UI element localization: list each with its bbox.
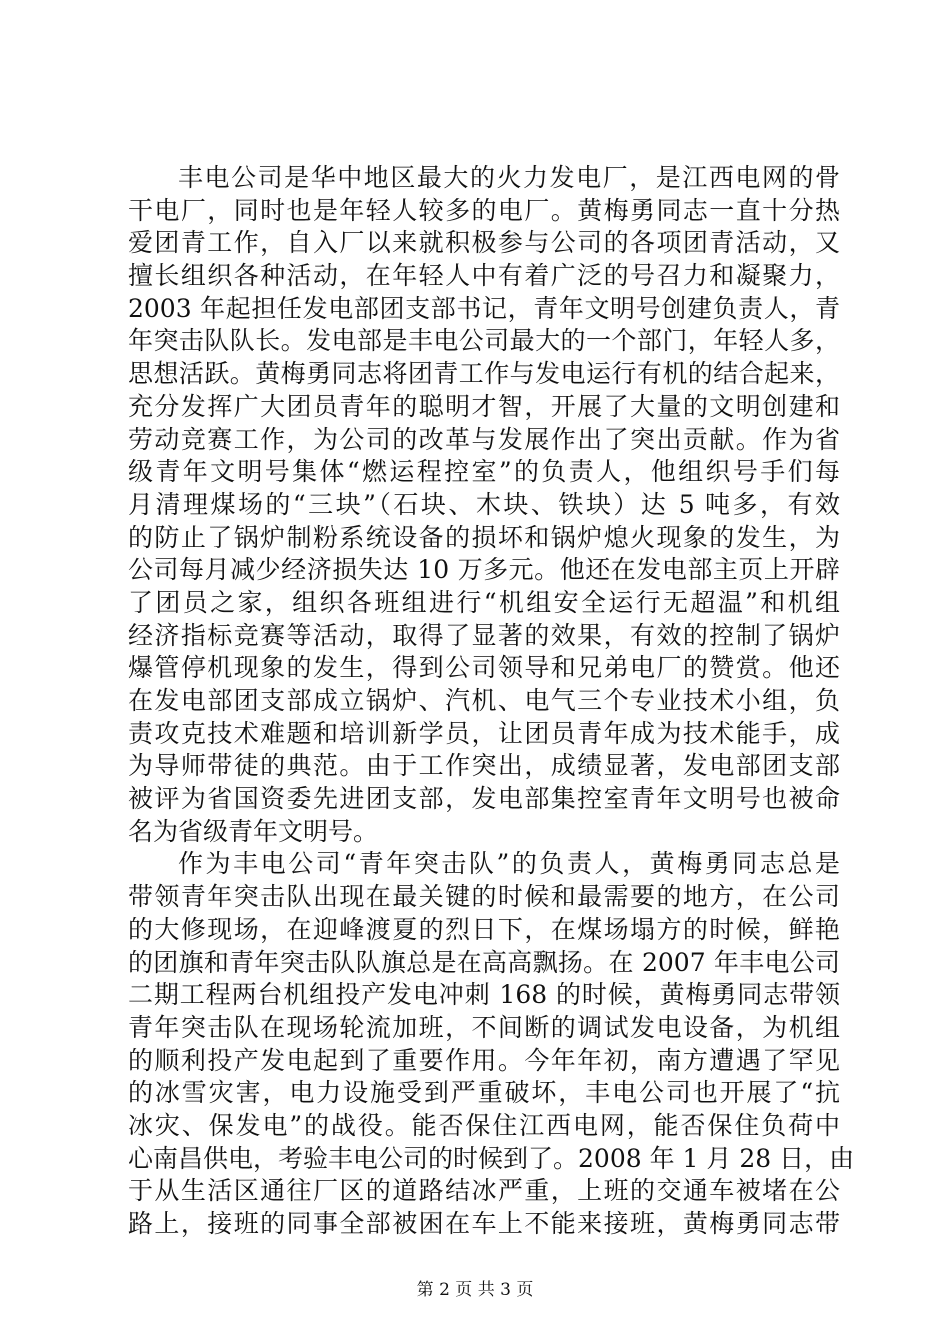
paragraph-line: 在发电部团支部成立锅炉、汽机、电气三个专业技术小组，负 — [128, 686, 840, 715]
paragraph-line: 年突击队队长。发电部是丰电公司最大的一个部门，年轻人多， — [128, 326, 840, 356]
paragraph-line: 的大修现场，在迎峰渡夏的烈日下，在煤场塌方的时候，鲜艳 — [128, 914, 840, 944]
paragraph-line: 的冰雪灾害，电力设施受到严重破坏，丰电公司也开展了“抗 — [128, 1078, 840, 1108]
paragraph-line: 的顺利投产发电起到了重要作用。今年年初，南方遭遇了罕见 — [128, 1045, 840, 1075]
paragraph-line: 干电厂，同时也是年轻人较多的电厂。黄梅勇同志一直十分热 — [128, 195, 840, 225]
paragraph-line: 带领青年突击队出现在最关键的时候和最需要的地方，在公司 — [128, 882, 840, 912]
paragraph-line: 劳动竞赛工作，为公司的改革与发展作出了突出贡献。作为省 — [128, 424, 840, 454]
paragraph-line: 青年突击队在现场轮流加班，不间断的调试发电设备，为机组 — [128, 1012, 840, 1042]
paragraph-line: 的防止了锅炉制粉系统设备的损坏和锅炉熄火现象的发生，为 — [128, 522, 840, 552]
paragraph-line: 于从生活区通往厂区的道路结冰严重，上班的交通车被堵在公 — [128, 1176, 840, 1206]
paragraph-line: 擅长组织各种活动，在年轻人中有着广泛的号召力和凝聚力， — [128, 261, 840, 291]
paragraph-1 — [128, 162, 840, 848]
paragraph-line: 级青年文明号集体“燃运程控室”的负责人，他组织号手们每 — [128, 457, 840, 487]
paragraph-line: 为导师带徒的典范。由于工作突出，成绩显著，发电部团支部 — [128, 751, 840, 781]
paragraph-line: 路上，接班的同事全部被困在车上不能来接班，黄梅勇同志带 — [128, 1209, 840, 1238]
paragraph-line: 丰电公司是华中地区最大的火力发电厂，是江西电网的骨 — [178, 163, 840, 192]
paragraph-line: 二期工程两台机组投产发电冲刺 168 的时候，黄梅勇同志带领 — [128, 980, 840, 1010]
paragraph-line: 2003 年起担任发电部团支部书记，青年文明号创建负责人，青 — [128, 293, 840, 323]
paragraph-line: 经济指标竞赛等活动，取得了显著的效果，有效的控制了锅炉 — [128, 620, 840, 650]
paragraph-line: 名为省级青年文明号。 — [128, 816, 379, 846]
paragraph-line: 思想活跃。黄梅勇同志将团青工作与发电运行有机的结合起来， — [128, 359, 840, 389]
page-number-footer: 第 2 页 共 3 页 — [416, 1280, 534, 1300]
paragraph-line: 心南昌供电，考验丰电公司的时候到了。2008 年 1 月 28 日，由 — [128, 1143, 855, 1173]
paragraph-line: 被评为省国资委先进团支部，发电部集控室青年文明号也被命 — [128, 784, 840, 814]
paragraph-line: 爱团青工作，自入厂以来就积极参与公司的各项团青活动，又 — [128, 228, 840, 258]
paragraph-line: 冰灾、保发电”的战役。能否保住江西电网，能否保住负荷中 — [128, 1110, 840, 1140]
paragraph-line: 的团旗和青年突击队队旗总是在高高飘扬。在 2007 年丰电公司 — [128, 947, 840, 977]
paragraph-line: 充分发挥广大团员青年的聪明才智，开展了大量的文明创建和 — [128, 391, 840, 421]
paragraph-2 — [128, 848, 855, 1240]
paragraph-line: 作为丰电公司“青年突击队”的负责人，黄梅勇同志总是 — [178, 849, 840, 879]
paragraph-line: 了团员之家，组织各班组进行“机组安全运行无超温”和机组 — [128, 587, 840, 617]
paragraph-line: 爆管停机现象的发生，得到公司领导和兄弟电厂的赞赏。他还 — [128, 653, 840, 683]
paragraph-line: 公司每月减少经济损失达 10 万多元。他还在发电部主页上开辟 — [128, 555, 840, 585]
paragraph-line: 责攻克技术难题和培训新学员，让团员青年成为技术能手，成 — [128, 718, 840, 748]
paragraph-line: 月清理煤场的“三块”（石块、木块、铁块）达 5 吨多，有效 — [128, 489, 840, 519]
document-body — [128, 162, 855, 1241]
